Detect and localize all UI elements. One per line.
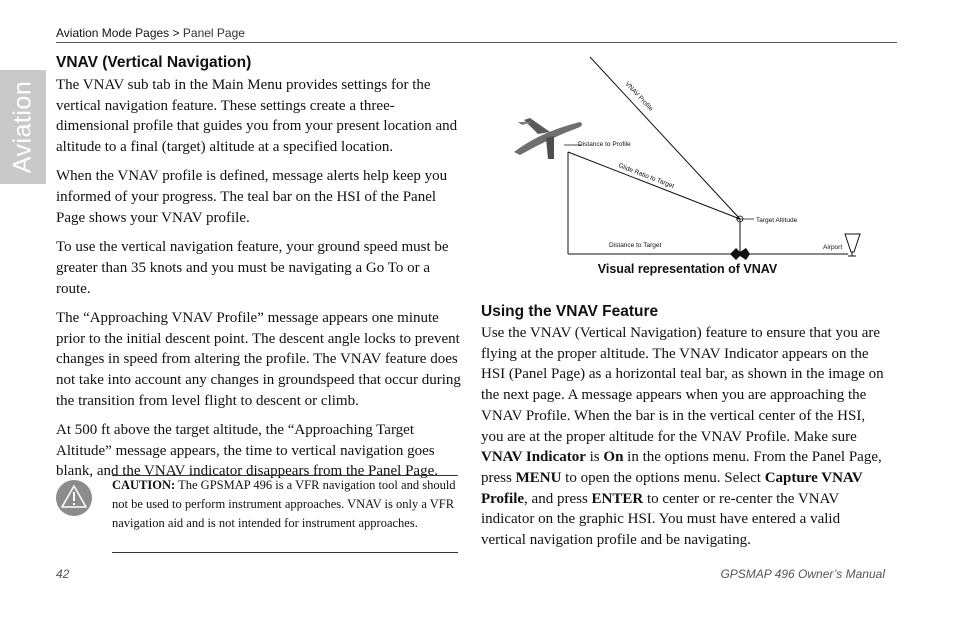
- breadcrumb-current: Panel Page: [182, 26, 245, 40]
- side-tab-label: Aviation: [8, 80, 37, 174]
- airplane-icon: [514, 118, 582, 159]
- breadcrumb-separator: >: [172, 26, 180, 40]
- vnav-heading: VNAV (Vertical Navigation): [56, 54, 252, 71]
- diagram-caption: Visual representation of VNAV: [597, 262, 778, 276]
- using-vnav-body: [481, 323, 887, 551]
- vnav-indicator-term: VNAV Indicator: [481, 449, 586, 466]
- using-text-1: Use the VNAV (Vertical Navigation) feature to ensure that you are flying at the proper altitude. The VNAV Indicator appears on the HSI (Panel Page) as a horizontal teal bar, as shown in the image on the next page. A message appears when you are approaching the VNAV Profile. When the bar is in the vertical center of the HSI, you are at the proper altitude for the VNAV Profile. Make sure: [481, 325, 884, 445]
- vnav-paragraph-3: To use the vertical navigation feature, your ground speed must be greater than 35 knots and you must be navigating a Go To or a route.: [56, 239, 449, 297]
- using-text-3: in the options menu. From the Panel Page, press: [481, 449, 882, 486]
- on-term: On: [603, 449, 624, 466]
- breadcrumb: [56, 26, 245, 40]
- caution-rule-bottom: [112, 552, 458, 553]
- glide-ratio-label: Glide Ratio to Target: [617, 162, 676, 191]
- vnav-paragraph-4: The “Approaching VNAV Profile” message appears one minute prior to the initial descent point. The descent angle locks to prevent changes in speed from altering the profile. The VNAV feature does not take into account any changes in groundspeed that occur during the transition from level flight to descent or climb.: [56, 309, 461, 409]
- vnav-profile-label: VNAV Profile: [623, 80, 655, 113]
- using-vnav-heading: Using the VNAV Feature: [481, 303, 659, 320]
- manual-title: GPSMAP 496 Owner’s Manual: [720, 567, 885, 581]
- page-number: 42: [56, 567, 70, 581]
- distance-to-profile-label: Distance to Profile: [578, 141, 631, 148]
- caution-note: [112, 476, 458, 533]
- distance-to-target-label: Distance to Target: [609, 242, 662, 249]
- breadcrumb-section: Aviation Mode Pages: [56, 26, 170, 40]
- using-text-4: to open the options menu. Select: [561, 469, 765, 486]
- vnav-diagram: [510, 52, 872, 262]
- enter-key-term: ENTER: [591, 490, 644, 507]
- vnav-body: [56, 75, 462, 491]
- vnav-paragraph-5: At 500 ft above the target altitude, the “Approaching Target Altitude” message appears, the time to vertical navigation goes blank, and the VNAV indicator disappears from the Panel Page.: [56, 421, 439, 480]
- vnav-profile-line: [590, 57, 740, 219]
- using-text-2: is: [585, 449, 604, 466]
- using-text-6: to center or re-center the VNAV indicator on the graphic HSI. You must have entered a valid vertical navigation profile and be navigating.: [481, 490, 841, 549]
- airport-icon: [845, 234, 860, 256]
- section-side-tab: [0, 70, 46, 184]
- menu-key-term: MENU: [515, 469, 562, 486]
- caution-label: CAUTION:: [112, 478, 176, 492]
- header-rule: [56, 42, 897, 43]
- caution-text: The GPSMAP 496 is a VFR navigation tool and should not be used to perform instrument approaches. VNAV is only a VFR navigation aid and is not intended for instrument approaches.: [112, 478, 456, 530]
- using-text-5: , and press: [524, 490, 592, 507]
- vnav-paragraph-1: The VNAV sub tab in the Main Menu provides settings for the vertical navigation feature. These settings create a three-dimensional profile that guides you from your present location and altitude to a final (target) altitude at a specified location.: [56, 77, 458, 156]
- airport-label: Airport: [823, 244, 843, 251]
- glide-ratio-line: [568, 152, 740, 219]
- warning-icon: [55, 479, 93, 517]
- vnav-paragraph-2: When the VNAV profile is defined, message alerts help keep you informed of your progress. The teal bar on the HSI of the Panel Page shows your VNAV profile.: [56, 168, 448, 226]
- target-altitude-label: Target Altitude: [756, 217, 798, 224]
- capture-vnav-profile-term: Capture VNAV Profile: [481, 469, 863, 507]
- target-marker-icon: [730, 216, 754, 260]
